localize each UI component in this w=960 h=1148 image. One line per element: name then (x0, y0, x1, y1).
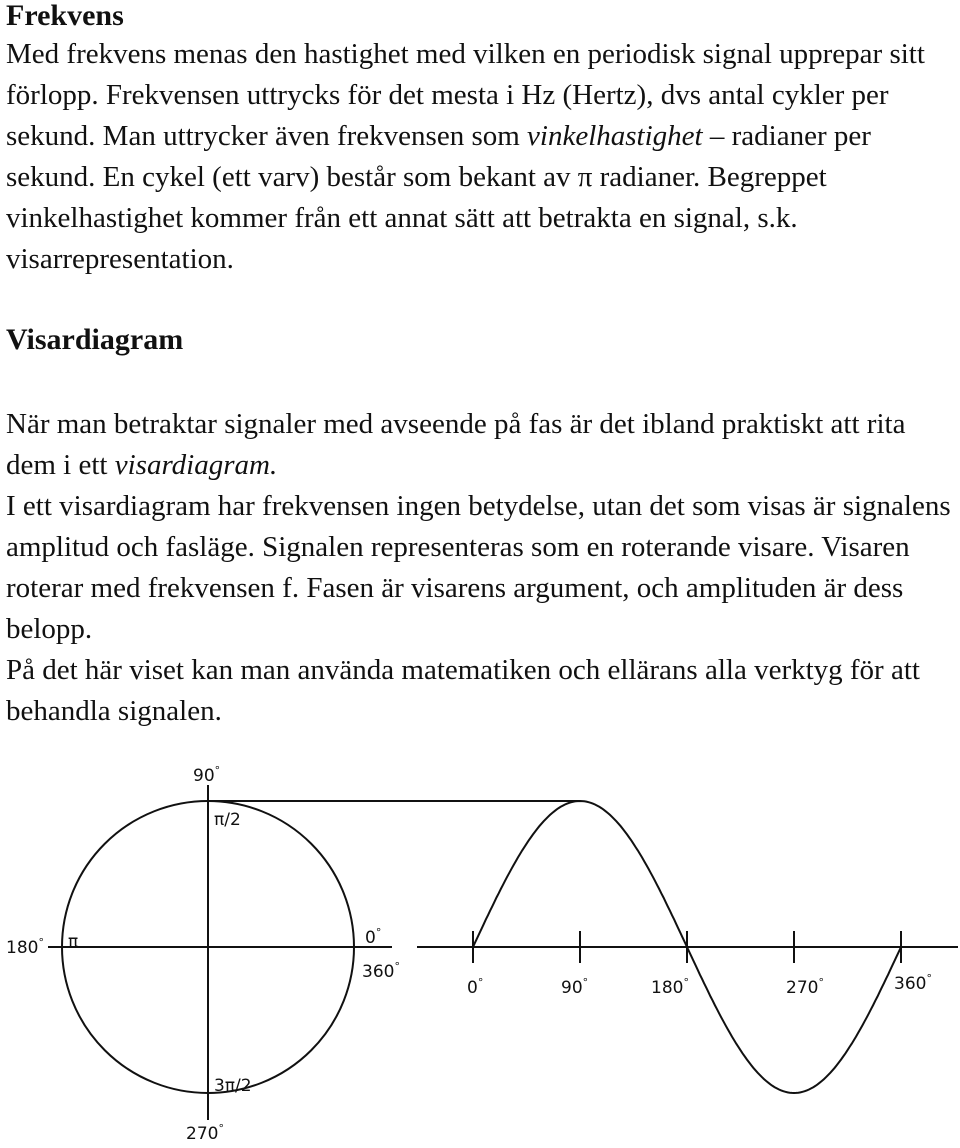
phasor-sine-figure (0, 755, 960, 1148)
frekvens-text-2: – radianer per sekund. En cykel (ett varv) består som bekant av π radianer. Begreppet vinkelhastighet kommer från ett annat sätt att betrakta en signal, s.k. visarrepresentation. (6, 120, 871, 275)
frekvens-text-1: Med frekvens menas den hastighet med vilken en periodisk signal upprepar sitt förlopp. Frekvensen uttrycks för det mesta i Hz (Hertz), dvs antal cykler per sekund. Man uttrycker även frekvensen som (6, 38, 925, 152)
label-180: 180° (6, 936, 44, 958)
label-pi: π (68, 932, 79, 952)
frekvens-italic-term: vinkelhastighet (527, 120, 703, 152)
label-0-circle: 0° (365, 926, 382, 948)
heading-visardiagram: Visardiagram (6, 323, 184, 356)
section-frekvens (6, 0, 954, 280)
paragraph-visardiagram-2: I ett visardiagram har frekvensen ingen betydelse, utan det som visas är signalens amplitud och fasläge. Signalen representeras som en roterande visare. Visaren roterar med frekvensen f. Fasen är visarens argument, och amplituden är dess belopp. (6, 490, 951, 645)
section-visardiagram-heading (6, 322, 954, 358)
paragraph-frekvens (6, 34, 954, 280)
heading-frekvens: Frekvens (6, 0, 124, 32)
section-visardiagram-body (6, 404, 954, 732)
label-90: 90° (193, 764, 221, 786)
label-3pi-half: 3π/2 (214, 1076, 252, 1096)
wave-label-270: 270° (786, 976, 824, 998)
paragraph-visardiagram-1 (6, 404, 954, 486)
wave-label-0: 0° (467, 976, 484, 998)
visardiagram-italic-term: visardiagram. (114, 449, 278, 481)
visardiagram-text-1: När man betraktar signaler med avseende på fas är det ibland praktiskt att rita dem i ett (6, 408, 906, 481)
wave-label-90: 90° (561, 976, 589, 998)
label-360-circle: 360° (362, 960, 400, 982)
wave-label-360: 360° (894, 972, 932, 994)
label-270: 270° (186, 1122, 224, 1144)
paragraph-visardiagram-3: På det här viset kan man använda matematiken och ellärans alla verktyg för att behandla signalen. (6, 654, 920, 727)
wave-label-180: 180° (651, 976, 689, 998)
label-pi-half: π/2 (214, 810, 241, 830)
